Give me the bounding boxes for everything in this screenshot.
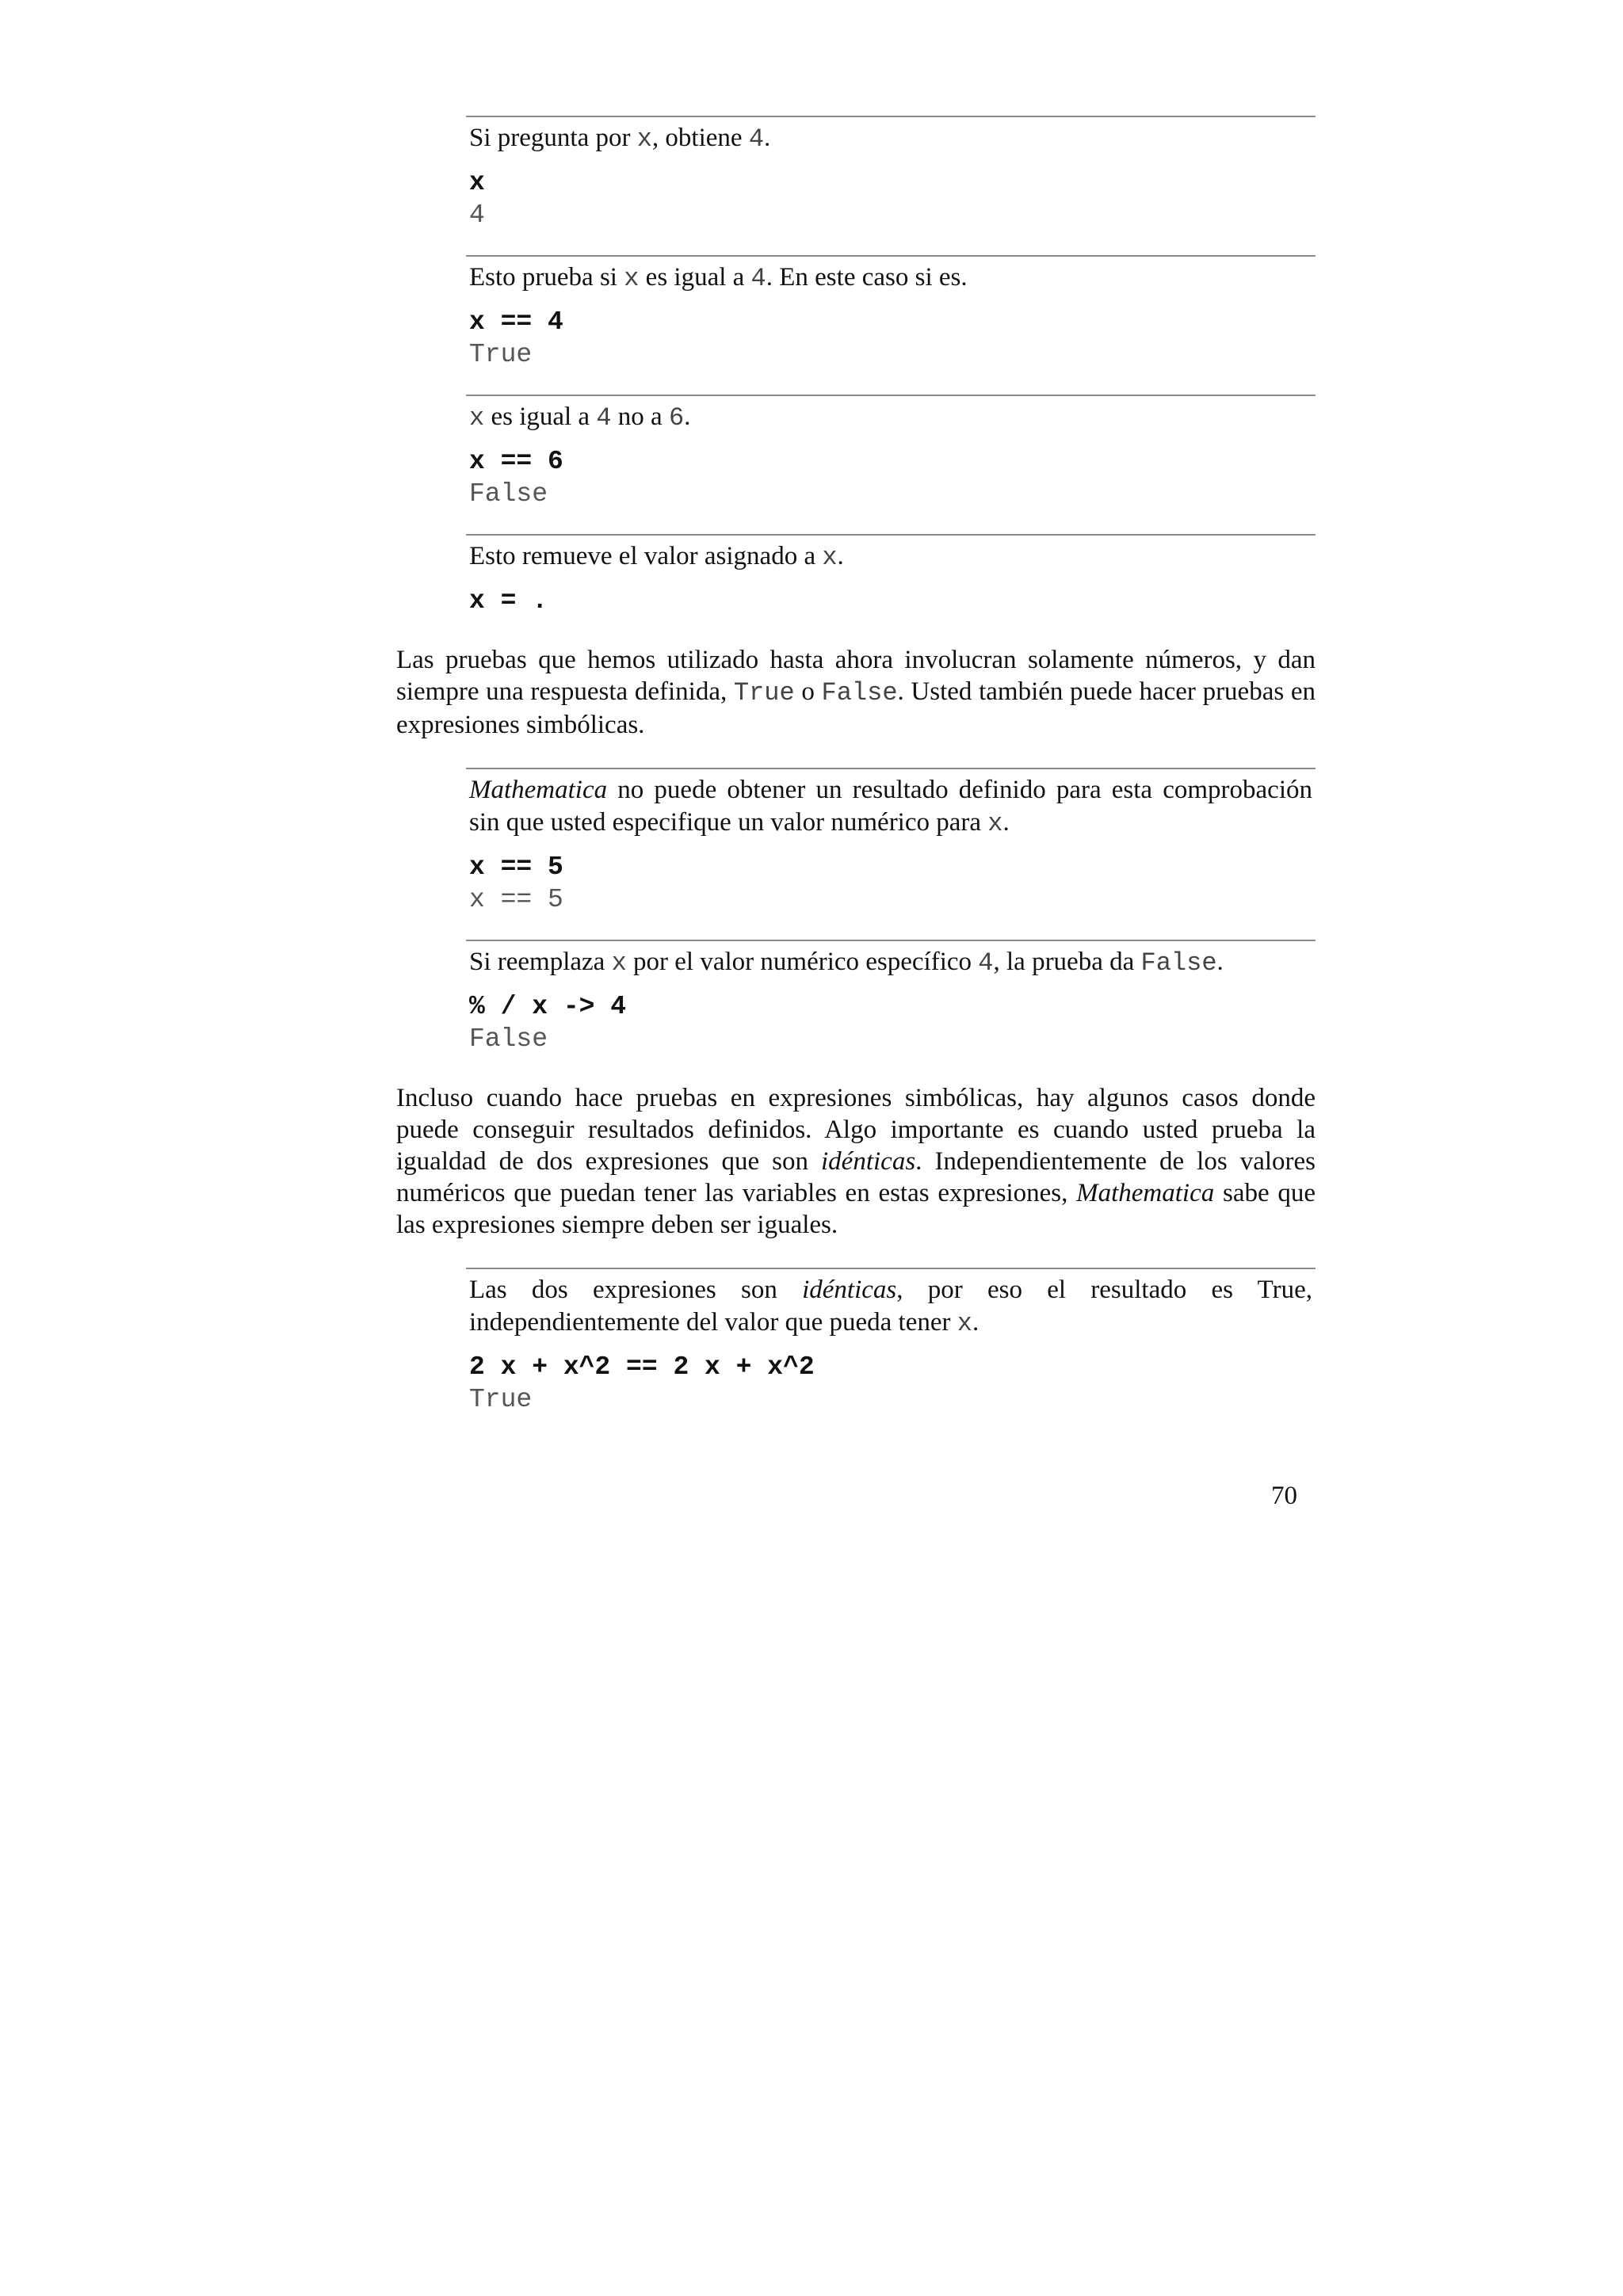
page-content [396, 116, 1316, 1416]
cell-note [469, 1274, 1312, 1340]
text-run: sabe que las expresiones siempre deben ser iguales. [396, 1179, 1316, 1239]
cell-note [469, 261, 1312, 295]
cell-note [469, 122, 1312, 155]
text-run: Si pregunta por [469, 124, 637, 152]
text-run: . En este caso si es. [766, 263, 968, 292]
cell-output: False [469, 479, 548, 509]
notebook-cell [466, 768, 1316, 916]
inline-code: x [987, 809, 1003, 838]
text-run: Las dos expresiones son [469, 1276, 803, 1304]
cell-input: x = . [469, 586, 548, 616]
cell-output: x == 5 [469, 885, 563, 914]
cell-note [469, 774, 1312, 840]
cell-input: 2 x + x^2 == 2 x + x^2 [469, 1352, 815, 1382]
text-run: por el valor numérico específico [626, 948, 979, 976]
cell-input: x == 4 [469, 307, 563, 337]
text-run: , por eso el resultado es True, independientemente del valor que pueda tener [469, 1276, 1312, 1337]
cell-group-1 [396, 116, 1316, 617]
page-number: 70 [1271, 1482, 1297, 1510]
cell-input: x == 5 [469, 852, 563, 882]
inline-code: 4 [750, 264, 766, 293]
cell-output: True [469, 340, 533, 369]
inline-code: 4 [748, 124, 765, 154]
inline-code: 4 [978, 948, 994, 978]
cell-note [469, 401, 1312, 434]
notebook-cell [466, 534, 1316, 617]
notebook-cell [466, 255, 1316, 371]
text-run: . [1002, 808, 1010, 837]
body-paragraph-2 [396, 1082, 1316, 1241]
text-run: . [972, 1308, 980, 1337]
text-run: Esto remueve el valor asignado a [469, 542, 823, 570]
text-run: o [794, 677, 822, 706]
notebook-cell [466, 940, 1316, 1055]
text-run: no puede obtener un resultado definido para esta comprobación sin que usted especifique un valor numérico para [469, 776, 1312, 837]
cell-note [469, 540, 1312, 574]
emphasis-text: Mathematica [469, 776, 608, 804]
text-run: es igual a [484, 402, 597, 431]
text-run: , obtiene [651, 124, 749, 152]
cell-note [469, 946, 1312, 979]
cell-output: 4 [469, 200, 485, 230]
notebook-cell [466, 1268, 1316, 1416]
cell-input: % / x -> 4 [469, 992, 627, 1021]
text-run: . [684, 402, 691, 431]
cell-output: False [469, 1024, 548, 1054]
text-run: Si reemplaza [469, 948, 612, 976]
inline-code: x [624, 264, 640, 293]
inline-code: x [611, 948, 627, 978]
notebook-cell [466, 116, 1316, 231]
notebook-cell [466, 395, 1316, 510]
emphasis-text: idénticas [821, 1147, 916, 1176]
inline-code: x [469, 403, 485, 433]
body-paragraph-1 [396, 644, 1316, 741]
inline-code: 4 [596, 403, 612, 433]
emphasis-text: Mathematica [1076, 1179, 1215, 1207]
cell-group-3 [396, 1268, 1316, 1416]
text-run: Las pruebas que hemos utilizado hasta ahora involucran solamente números, y dan siempre una respuesta definida, [396, 646, 1316, 706]
emphasis-text: idénticas [802, 1276, 897, 1304]
inline-code: x [957, 1309, 972, 1338]
text-run: . [1216, 948, 1224, 976]
inline-code: False [1140, 948, 1217, 978]
text-run: Incluso cuando hace pruebas en expresiones simbólicas, hay algunos casos donde puede conseguir resultados definidos. Algo importante es cuando usted prueba la igualdad de dos expresiones que son [396, 1084, 1316, 1176]
text-run: . [764, 124, 771, 152]
inline-code: False [821, 678, 898, 707]
cell-input: x [469, 168, 485, 197]
inline-code: x [822, 543, 838, 572]
cell-group-2 [396, 768, 1316, 1055]
text-run: . [837, 542, 844, 570]
text-run: no a [611, 402, 669, 431]
cell-output: True [469, 1385, 533, 1414]
inline-code: 6 [668, 403, 685, 433]
text-run: Esto prueba si [469, 263, 624, 292]
inline-code: x [636, 124, 652, 154]
cell-input: x == 6 [469, 447, 563, 476]
text-run: , la prueba da [993, 948, 1141, 976]
text-run: es igual a [639, 263, 751, 292]
text-run: . Usted también puede hacer pruebas en expresiones simbólicas. [396, 677, 1316, 739]
text-run: . Independientemente de los valores numéricos que puedan tener las variables en estas expresiones, [396, 1147, 1316, 1207]
inline-code: True [733, 678, 795, 707]
